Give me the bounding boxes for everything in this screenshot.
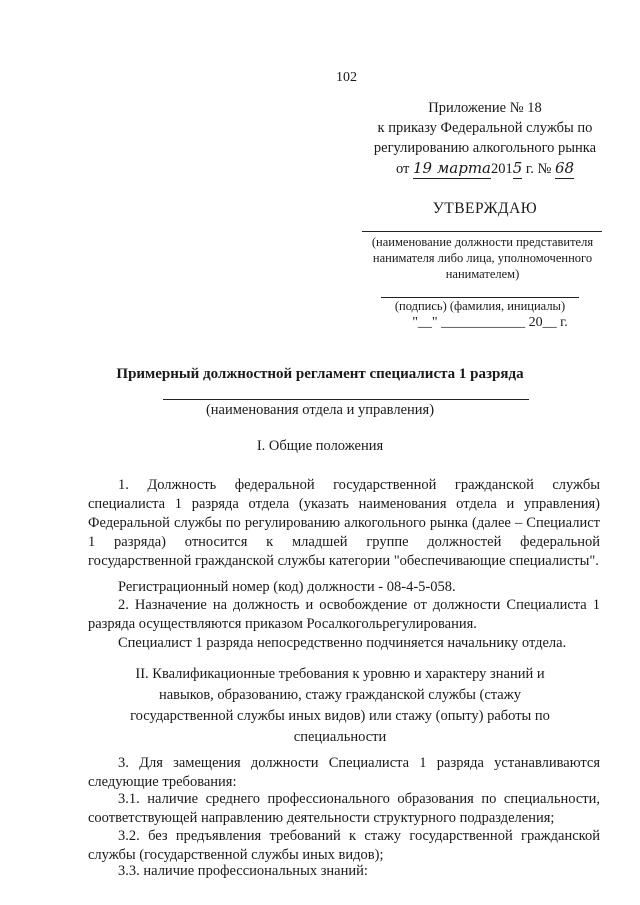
handwritten-order-number: 68 xyxy=(554,159,575,177)
position-hint: (наименование должности представителя нанимателя либо лица, уполномоченного нанимателем) xyxy=(371,235,594,281)
handwritten-date: 19 марта xyxy=(412,159,491,177)
signature-hint: (подпись) (фамилия, инициалы) xyxy=(394,299,566,313)
page-number: 102 xyxy=(336,70,357,85)
approval-title: УТВЕРЖДАЮ xyxy=(432,200,538,217)
appendix-line-3: регулированию алкогольного рынка xyxy=(373,140,597,156)
paragraph-3-1: 3.1. наличие среднего профессионального образования по специальности, соответствующей направлению деятельности структурного подразделения; xyxy=(88,791,600,826)
position-underline xyxy=(362,231,602,232)
subordination-paragraph: Специалист 1 разряда непосредственно подчиняется начальнику отдела. xyxy=(118,635,567,651)
section-1-heading: I. Общие положения xyxy=(256,438,384,454)
handwritten-year-digit: 5 xyxy=(512,159,523,177)
appendix-block xyxy=(350,98,620,179)
appendix-line-2: к приказу Федеральной службы по xyxy=(377,120,593,136)
paragraph-2: 2. Назначение на должность и освобождение от должности Специалиста 1 разряда осуществляются приказом Росалкогольрегулирования. xyxy=(88,597,600,632)
document-title: Примерный должностной регламент специалиста 1 разряда xyxy=(116,366,524,382)
department-hint: (наименования отдела и управления) xyxy=(205,402,435,418)
paragraph-3-3: 3.3. наличие профессиональных знаний: xyxy=(118,863,368,879)
date-year-prefix: 201 xyxy=(491,161,513,177)
department-underline xyxy=(163,399,529,400)
section-2-heading: II. Квалификационные требования к уровню и характеру знаний и навыков, образованию, стажу гражданской службы (стажу государственной службы иных видов) или стажу (опыту) работы по специальности xyxy=(130,666,550,745)
appendix-line-1: Приложение № 18 xyxy=(428,100,542,116)
appendix-date-line xyxy=(350,158,620,179)
approval-date-line: "__" ____________ 20__ г. xyxy=(412,315,568,330)
date-prefix: от xyxy=(395,161,410,177)
registration-number: Регистрационный номер (код) должности - 08-4-5-058. xyxy=(118,579,456,595)
paragraph-1: 1. Должность федеральной государственной гражданской службы специалиста 1 разряда отдела (указать наименования отдела и управления) Федеральной службы по регулированию алкогольного рынка (далее – Специалист 1 разряда) относится к младшей группе должностей федеральной государственной гражданской службы категории "обеспечивающие специалисты". xyxy=(88,477,600,569)
date-suffix: г. № xyxy=(525,161,552,177)
paragraph-3-2: 3.2. без предъявления требований к стажу государственной гражданской службы (государственной службы иных видов); xyxy=(88,828,600,863)
paragraph-3: 3. Для замещения должности Специалиста 1 разряда устанавливаются следующие требования: xyxy=(88,755,600,790)
signature-underline xyxy=(381,297,579,298)
